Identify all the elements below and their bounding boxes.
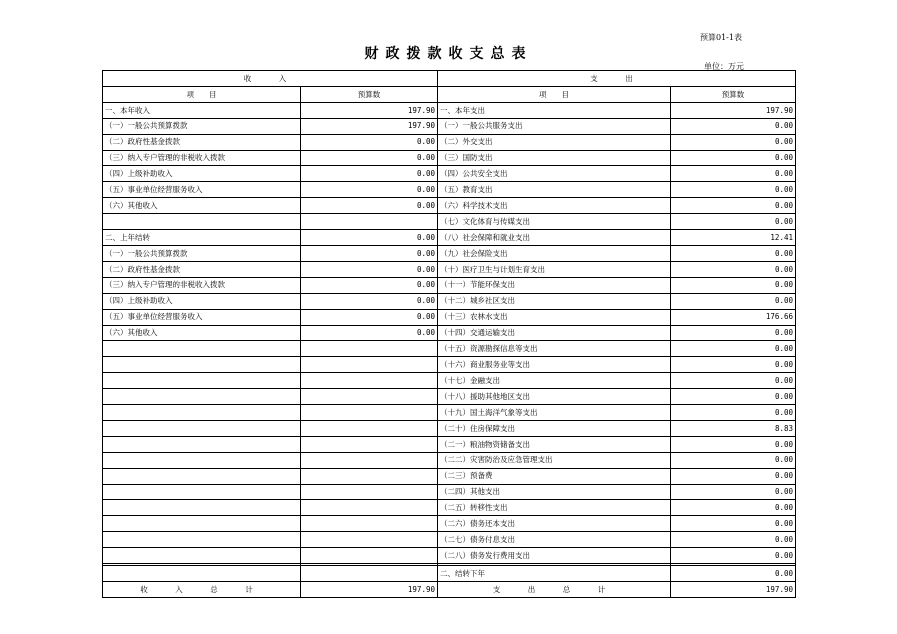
income-amount-cell: 0.00 bbox=[301, 325, 438, 341]
table-row bbox=[103, 373, 796, 389]
table-row bbox=[103, 309, 796, 325]
table-row bbox=[103, 245, 796, 261]
expense-item-cell: （七）文化体育与传媒支出 bbox=[438, 214, 671, 230]
income-amount-cell: 0.00 bbox=[301, 261, 438, 277]
expense-item-cell: 一、本年支出 bbox=[438, 102, 671, 118]
expense-amount-cell: 0.00 bbox=[671, 166, 796, 182]
income-total-value: 197.90 bbox=[301, 581, 438, 597]
table-row bbox=[103, 565, 796, 581]
income-amount-cell bbox=[301, 436, 438, 452]
income-amount-cell bbox=[301, 389, 438, 405]
expense-item-cell: （二十）住房保障支出 bbox=[438, 420, 671, 436]
table-row bbox=[103, 261, 796, 277]
expense-amount-cell: 0.00 bbox=[671, 150, 796, 166]
table-row bbox=[103, 452, 796, 468]
expense-amount-cell: 0.00 bbox=[671, 198, 796, 214]
income-amount-cell: 197.90 bbox=[301, 118, 438, 134]
income-amount-cell bbox=[301, 373, 438, 389]
income-item-cell bbox=[103, 420, 301, 436]
table-row bbox=[103, 277, 796, 293]
table-row bbox=[103, 436, 796, 452]
expense-item-cell: （一）一般公共服务支出 bbox=[438, 118, 671, 134]
expense-item-cell: （十四）交通运输支出 bbox=[438, 325, 671, 341]
expense-item-cell: （二五）转移性支出 bbox=[438, 500, 671, 516]
column-header-row bbox=[103, 86, 796, 102]
expense-amount-cell: 0.00 bbox=[671, 277, 796, 293]
expense-amount-cell: 0.00 bbox=[671, 532, 796, 548]
income-amount-cell: 0.00 bbox=[301, 309, 438, 325]
income-amount-header: 预算数 bbox=[301, 86, 438, 102]
table-row bbox=[103, 420, 796, 436]
income-item-cell bbox=[103, 436, 301, 452]
expense-amount-header: 预算数 bbox=[671, 86, 796, 102]
expense-item-header: 项 目 bbox=[438, 86, 671, 102]
income-amount-cell bbox=[301, 548, 438, 564]
expense-item-cell: （二二）灾害防治及应急管理支出 bbox=[438, 452, 671, 468]
expense-amount-cell: 0.00 bbox=[671, 214, 796, 230]
expense-item-cell: （十五）资源勘探信息等支出 bbox=[438, 341, 671, 357]
expense-amount-cell: 0.00 bbox=[671, 548, 796, 564]
expense-amount-cell: 0.00 bbox=[671, 389, 796, 405]
expense-amount-cell: 0.00 bbox=[671, 484, 796, 500]
table-row bbox=[103, 500, 796, 516]
income-item-cell: （五）事业单位经营服务收入 bbox=[103, 182, 301, 198]
income-amount-cell bbox=[301, 214, 438, 230]
expense-item-cell: （二三）预备费 bbox=[438, 468, 671, 484]
table-row bbox=[103, 134, 796, 150]
income-amount-cell: 0.00 bbox=[301, 245, 438, 261]
income-amount-cell: 197.90 bbox=[301, 102, 438, 118]
expense-amount-cell: 0.00 bbox=[671, 293, 796, 309]
expense-amount-cell: 176.66 bbox=[671, 309, 796, 325]
table-row bbox=[103, 150, 796, 166]
expense-amount-cell: 0.00 bbox=[671, 565, 796, 581]
income-item-cell: （五）事业单位经营服务收入 bbox=[103, 309, 301, 325]
income-item-cell bbox=[103, 468, 301, 484]
income-item-cell: 二、上年结转 bbox=[103, 230, 301, 246]
budget-table bbox=[102, 70, 796, 598]
page-title: 财政拨款收支总表 bbox=[364, 46, 533, 62]
income-item-cell bbox=[103, 357, 301, 373]
income-amount-cell: 0.00 bbox=[301, 182, 438, 198]
expense-item-cell: （三）国防支出 bbox=[438, 150, 671, 166]
income-item-cell bbox=[103, 452, 301, 468]
income-item-cell: （六）其他收入 bbox=[103, 198, 301, 214]
expense-item-cell: 二、结转下年 bbox=[438, 565, 671, 581]
income-amount-cell: 0.00 bbox=[301, 198, 438, 214]
section-header-row bbox=[103, 71, 796, 87]
expense-amount-cell: 0.00 bbox=[671, 468, 796, 484]
income-amount-cell: 0.00 bbox=[301, 166, 438, 182]
table-row bbox=[103, 182, 796, 198]
income-item-cell: （二）政府性基金拨款 bbox=[103, 134, 301, 150]
income-total-label: 收 入 总 计 bbox=[103, 581, 301, 597]
income-item-cell: （一）一般公共预算拨款 bbox=[103, 118, 301, 134]
income-amount-cell: 0.00 bbox=[301, 134, 438, 150]
expense-item-cell: （二七）债务付息支出 bbox=[438, 532, 671, 548]
expense-amount-cell: 0.00 bbox=[671, 325, 796, 341]
expense-item-cell: （六）科学技术支出 bbox=[438, 198, 671, 214]
income-item-cell: 一、本年收入 bbox=[103, 102, 301, 118]
income-amount-cell: 0.00 bbox=[301, 230, 438, 246]
income-item-cell bbox=[103, 389, 301, 405]
table-row bbox=[103, 325, 796, 341]
income-item-cell bbox=[103, 405, 301, 421]
expense-item-cell: （二四）其他支出 bbox=[438, 484, 671, 500]
income-item-cell: （三）纳入专户管理的非税收入拨款 bbox=[103, 150, 301, 166]
expense-item-cell: （九）社会保险支出 bbox=[438, 245, 671, 261]
expense-item-cell: （八）社会保障和就业支出 bbox=[438, 230, 671, 246]
income-item-cell bbox=[103, 484, 301, 500]
income-amount-cell bbox=[301, 516, 438, 532]
income-amount-cell bbox=[301, 468, 438, 484]
income-item-cell bbox=[103, 516, 301, 532]
table-row bbox=[103, 357, 796, 373]
income-amount-cell: 0.00 bbox=[301, 293, 438, 309]
expense-header: 支 出 bbox=[438, 71, 796, 87]
income-item-cell bbox=[103, 565, 301, 581]
income-item-cell bbox=[103, 548, 301, 564]
expense-amount-cell: 197.90 bbox=[671, 102, 796, 118]
total-row bbox=[103, 581, 796, 597]
expense-item-cell: （二八）债务发行费用支出 bbox=[438, 548, 671, 564]
income-amount-cell: 0.00 bbox=[301, 150, 438, 166]
expense-amount-cell: 0.00 bbox=[671, 245, 796, 261]
income-item-cell: （二）政府性基金拨款 bbox=[103, 261, 301, 277]
table-row bbox=[103, 532, 796, 548]
income-item-cell: （一）一般公共预算拨款 bbox=[103, 245, 301, 261]
expense-amount-cell: 0.00 bbox=[671, 182, 796, 198]
table-row bbox=[103, 118, 796, 134]
expense-item-cell: （十九）国土海洋气象等支出 bbox=[438, 405, 671, 421]
income-item-cell: （六）其他收入 bbox=[103, 325, 301, 341]
expense-item-cell: （十六）商业服务业等支出 bbox=[438, 357, 671, 373]
income-item-cell: （三）纳入专户管理的非税收入拨款 bbox=[103, 277, 301, 293]
expense-amount-cell: 12.41 bbox=[671, 230, 796, 246]
table-row bbox=[103, 214, 796, 230]
expense-item-cell: （十七）金融支出 bbox=[438, 373, 671, 389]
income-amount-cell bbox=[301, 420, 438, 436]
expense-amount-cell: 0.00 bbox=[671, 373, 796, 389]
income-amount-cell bbox=[301, 341, 438, 357]
table-row bbox=[103, 548, 796, 564]
income-amount-cell bbox=[301, 484, 438, 500]
expense-amount-cell: 0.00 bbox=[671, 500, 796, 516]
table-row bbox=[103, 405, 796, 421]
table-row bbox=[103, 198, 796, 214]
table-row bbox=[103, 468, 796, 484]
expense-item-cell: （十二）城乡社区支出 bbox=[438, 293, 671, 309]
expense-amount-cell: 0.00 bbox=[671, 134, 796, 150]
expense-amount-cell: 0.00 bbox=[671, 452, 796, 468]
expense-total-label: 支 出 总 计 bbox=[438, 581, 671, 597]
unit-label: 单位：万元 bbox=[704, 62, 744, 71]
expense-item-cell: （二）外交支出 bbox=[438, 134, 671, 150]
expense-item-cell: （十一）节能环保支出 bbox=[438, 277, 671, 293]
income-header: 收 入 bbox=[103, 71, 438, 87]
expense-amount-cell: 0.00 bbox=[671, 405, 796, 421]
expense-amount-cell: 0.00 bbox=[671, 261, 796, 277]
income-item-cell bbox=[103, 214, 301, 230]
income-amount-cell bbox=[301, 565, 438, 581]
income-item-cell: （四）上级补助收入 bbox=[103, 293, 301, 309]
table-row bbox=[103, 484, 796, 500]
income-item-cell bbox=[103, 341, 301, 357]
expense-amount-cell: 0.00 bbox=[671, 516, 796, 532]
table-row bbox=[103, 516, 796, 532]
expense-item-cell: （十三）农林水支出 bbox=[438, 309, 671, 325]
income-amount-cell: 0.00 bbox=[301, 277, 438, 293]
income-item-cell bbox=[103, 500, 301, 516]
expense-total-value: 197.90 bbox=[671, 581, 796, 597]
form-code: 预算01-1表 bbox=[700, 33, 742, 42]
expense-amount-cell: 0.00 bbox=[671, 436, 796, 452]
expense-amount-cell: 0.00 bbox=[671, 341, 796, 357]
table-row bbox=[103, 230, 796, 246]
income-amount-cell bbox=[301, 532, 438, 548]
expense-amount-cell: 8.83 bbox=[671, 420, 796, 436]
income-amount-cell bbox=[301, 357, 438, 373]
expense-item-cell: （十）医疗卫生与计划生育支出 bbox=[438, 261, 671, 277]
table-row bbox=[103, 166, 796, 182]
expense-item-cell: （五）教育支出 bbox=[438, 182, 671, 198]
expense-amount-cell: 0.00 bbox=[671, 357, 796, 373]
table-row bbox=[103, 389, 796, 405]
income-item-cell bbox=[103, 532, 301, 548]
income-amount-cell bbox=[301, 405, 438, 421]
expense-item-cell: （二六）债务还本支出 bbox=[438, 516, 671, 532]
expense-item-cell: （二一）粮油物资储备支出 bbox=[438, 436, 671, 452]
expense-item-cell: （四）公共安全支出 bbox=[438, 166, 671, 182]
income-item-cell: （四）上级补助收入 bbox=[103, 166, 301, 182]
table-row bbox=[103, 341, 796, 357]
expense-item-cell: （十八）援助其他地区支出 bbox=[438, 389, 671, 405]
expense-amount-cell: 0.00 bbox=[671, 118, 796, 134]
income-amount-cell bbox=[301, 452, 438, 468]
income-amount-cell bbox=[301, 500, 438, 516]
table-row bbox=[103, 293, 796, 309]
income-item-cell bbox=[103, 373, 301, 389]
income-item-header: 项 目 bbox=[103, 86, 301, 102]
table-row bbox=[103, 102, 796, 118]
